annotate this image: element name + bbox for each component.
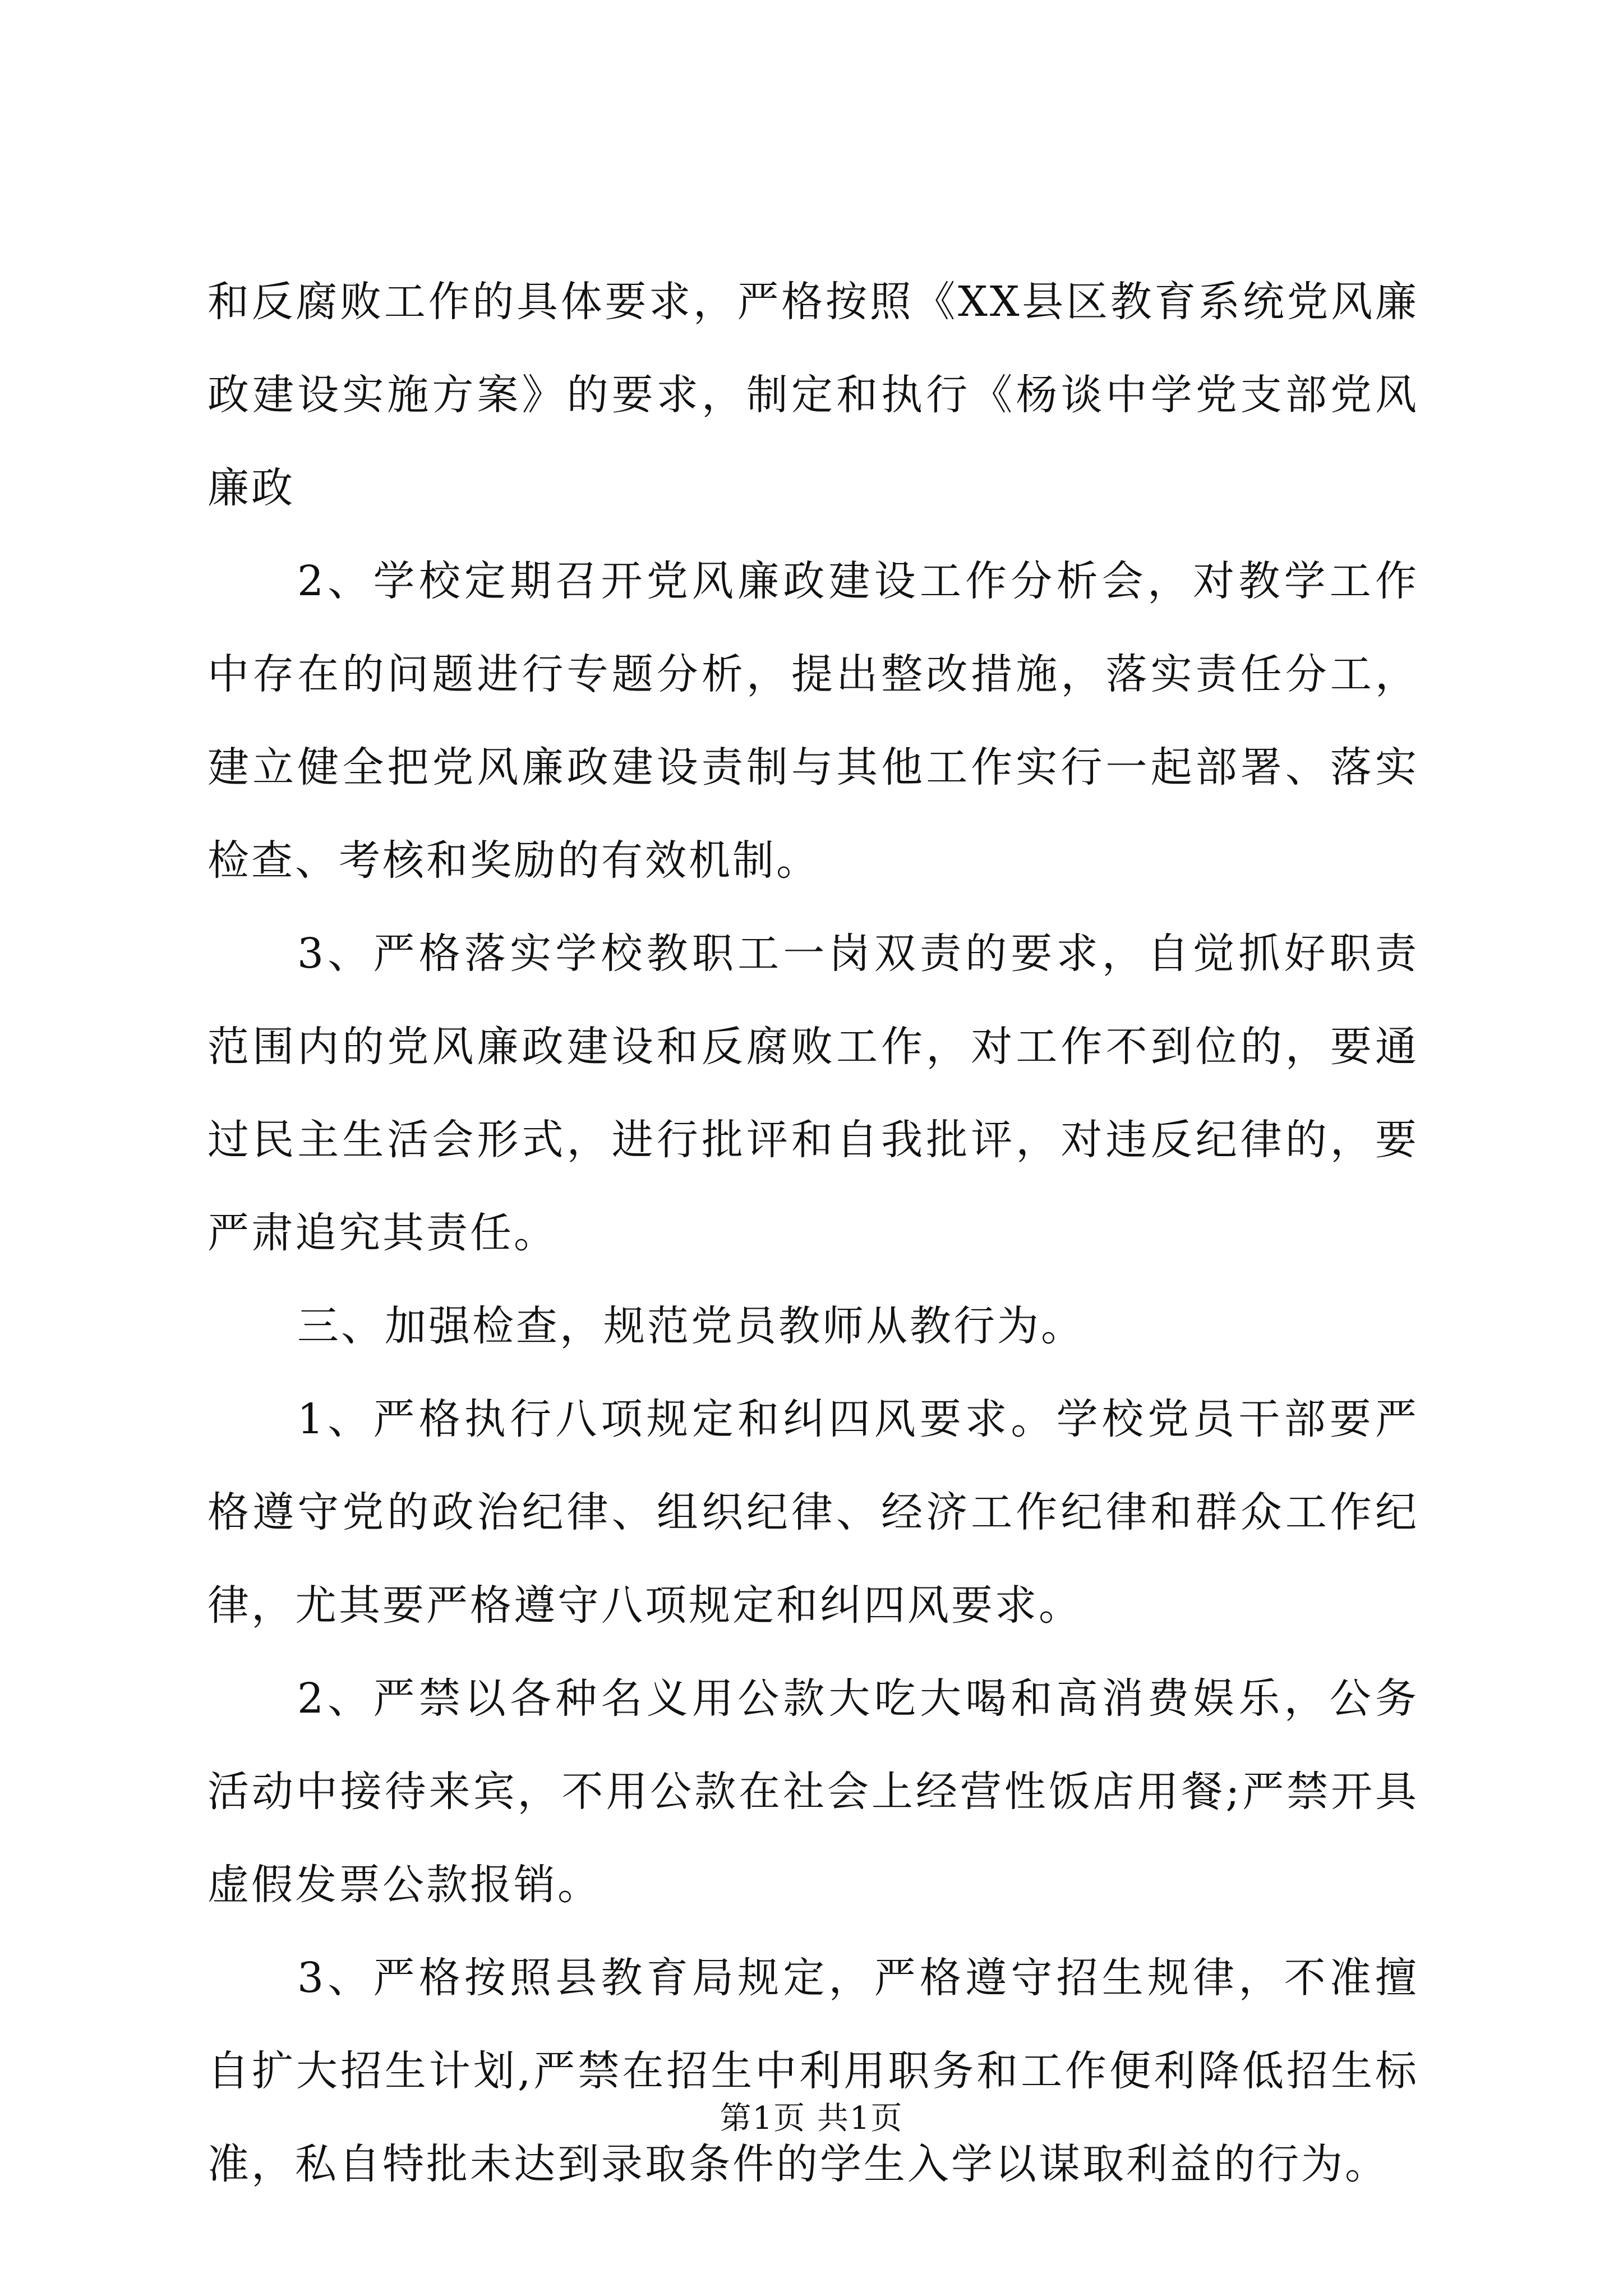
paragraph-continuation: 和反腐败工作的具体要求，严格按照《XX县区教育系统党风廉政建设实施方案》的要求，制定和执行《杨谈中学党支部党风廉政 xyxy=(208,278,1419,512)
section-heading-3: 三、加强检查，规范党员教师从教行为。 xyxy=(297,1302,1085,1350)
paragraph-item-2-analysis-meeting: 2、学校定期召开党风廉政建设工作分析会，对教学工作中存在的问题进行专题分析，提出整改措施，落实责任分工，建立健全把党风廉政建设责制与其他工作实行一起部署、落实检查、考核和奖励的有效机制。 xyxy=(208,557,1419,885)
paragraph-item-3-enrollment: 3、严格按照县教育局规定，严格遵守招生规律，不准擅自扩大招生计划,严禁在招生中利用职务和工作便利降低招生标准，私自特批未达到录取条件的学生入学以谋取利益的行为。 xyxy=(208,1954,1419,2188)
page-footer: 第1页 共1页 xyxy=(720,2100,903,2137)
document-body xyxy=(208,255,1419,2211)
paragraph-item-1-eight-rules: 1、严格执行八项规定和纠四风要求。学校党员干部要严格遵守党的政治纪律、组织纪律、经济工作纪律和群众工作纪律，尤其要严格遵守八项规定和纠四风要求。 xyxy=(208,1395,1419,1630)
paragraph-item-2-public-funds: 2、严禁以各种名义用公款大吃大喝和高消费娱乐，公务活动中接待来宾，不用公款在社会上经营性饭店用餐;严禁开具虚假发票公款报销。 xyxy=(208,1674,1419,1909)
paragraph-item-3-dual-responsibility: 3、严格落实学校教职工一岗双责的要求，自觉抓好职责范围内的党风廉政建设和反腐败工作，对工作不到位的，要通过民主生活会形式，进行批评和自我批评，对违反纪律的，要严肃追究其责任。 xyxy=(208,930,1419,1257)
